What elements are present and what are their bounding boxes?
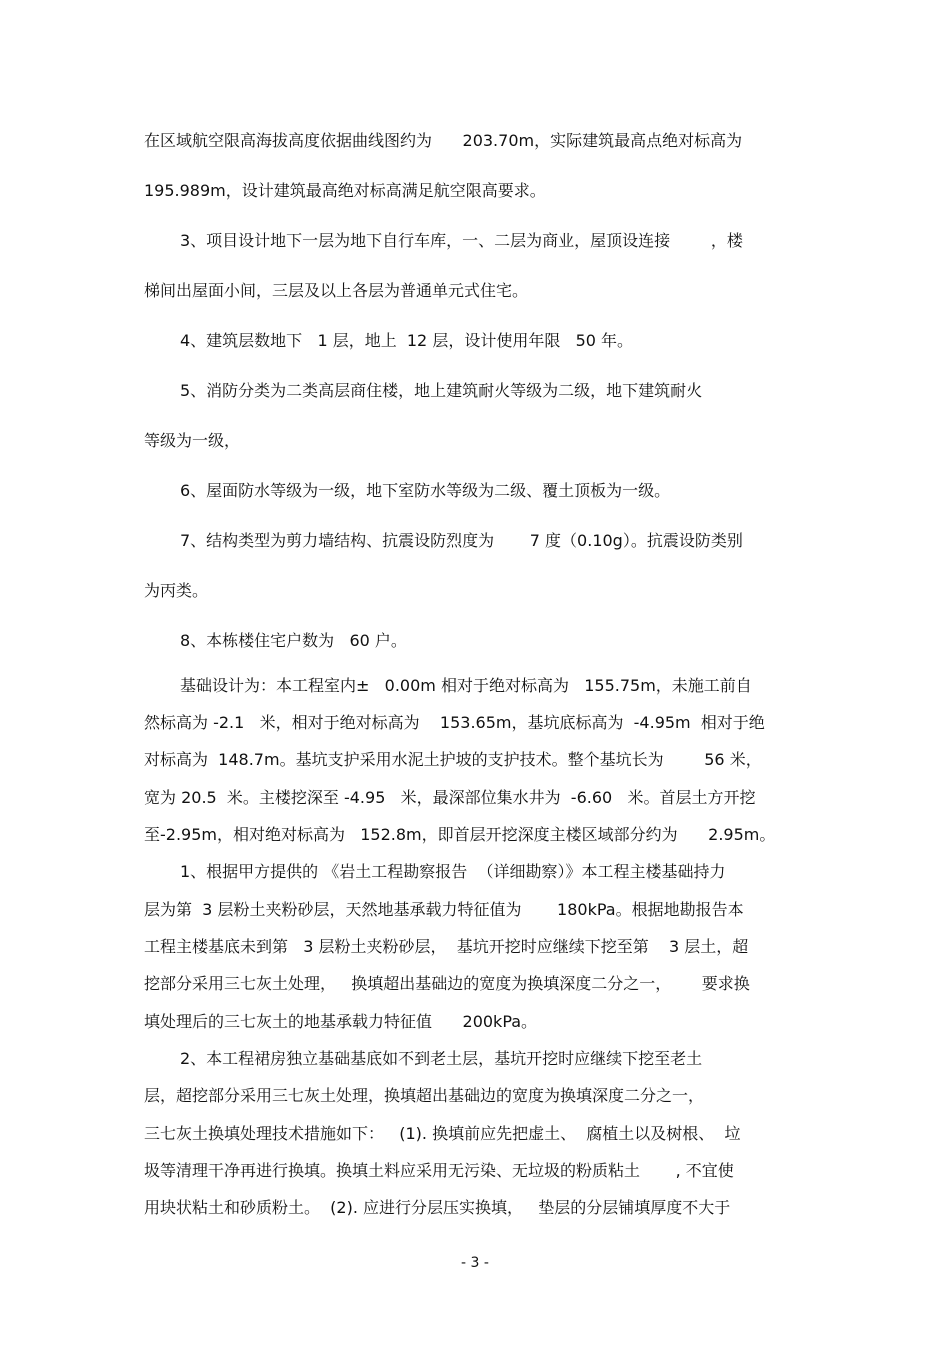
text-line: 基础设计为：本工程室内± 0.00m 相对于绝对标高为 155.75m，未施工前自 [180,676,752,695]
text-line: 填处理后的三七灰土的地基承载力特征值 200kPa。 [144,1012,538,1031]
text-line: 为丙类。 [144,581,209,600]
text-line: 宽为 20.5 米。主楼挖深至 -4.95 米，最深部位集水井为 -6.60 米。首层土方开挖 [144,788,756,807]
text-line: 5、消防分类为二类高层商住楼，地上建筑耐火等级为二级，地下建筑耐火 [180,381,703,400]
text-line: 在区域航空限高海拔高度依据曲线图约为 203.70m，实际建筑最高点绝对标高为 [144,131,743,150]
text-line: 等级为一级， [144,431,241,450]
text-line: 3、项目设计地下一层为地下自行车库，一、二层为商业，屋顶设连接 ，楼 [180,231,743,250]
text-line: 195.989m，设计建筑最高绝对标高满足航空限高要求。 [144,181,546,200]
text-line: 梯间出屋面小间，三层及以上各层为普通单元式住宅。 [144,281,529,300]
text-line: 1、根据甲方提供的 《岩土工程勘察报告 （详细勘察）》本工程主楼基础持力 [180,862,726,881]
text-line: 对标高为 148.7m。基坑支护采用水泥土护坡的支护技术。整个基坑长为 56 米， [144,750,762,769]
text-line: 6、屋面防水等级为一级，地下室防水等级为二级、覆土顶板为一级。 [180,481,671,500]
text-line: 工程主楼基底未到第 3 层粉土夹粉砂层， 基坑开挖时应继续下挖至第 3 层土，超 [144,937,749,956]
text-line: 然标高为 -2.1 米，相对于绝对标高为 153.65m，基坑底标高为 -4.95m 相对于绝 [144,713,765,732]
text-line: 4、建筑层数地下 1 层，地上 12 层，设计使用年限 50 年。 [180,331,634,350]
text-line: 至-2.95m，相对绝对标高为 152.8m，即首层开挖深度主楼区域部分约为 2.95m。 [144,825,776,844]
text-line: 圾等清理干净再进行换填。换填土料应采用无污染、无垃圾的粉质粘土 , 不宜使 [144,1161,734,1180]
text-line: 用块状粘土和砂质粉土。 (2). 应进行分层压实换填， 垫层的分层铺填厚度不大于 [144,1198,731,1217]
page-number: - 3 - [461,1255,489,1271]
text-line: 三七灰土换填处理技术措施如下： (1). 换填前应先把虚土、 腐植土以及树根、 垃 [144,1124,741,1143]
text-line: 8、本栋楼住宅户数为 60 户。 [180,631,407,650]
text-line: 2、本工程裙房独立基础基底如不到老土层，基坑开挖时应继续下挖至老土 [180,1049,703,1068]
text-line: 挖部分采用三七灰土处理， 换填超出基础边的宽度为换填深度二分之一， 要求换 [144,974,750,993]
text-line: 层，超挖部分采用三七灰土处理，换填超出基础边的宽度为换填深度二分之一， [144,1086,705,1105]
text-line: 7、结构类型为剪力墙结构、抗震设防烈度为 7 度（0.10g）。抗震设防类别 [180,531,743,550]
text-line: 层为第 3 层粉土夹粉砂层，天然地基承载力特征值为 180kPa。根据地勘报告本 [144,900,744,919]
